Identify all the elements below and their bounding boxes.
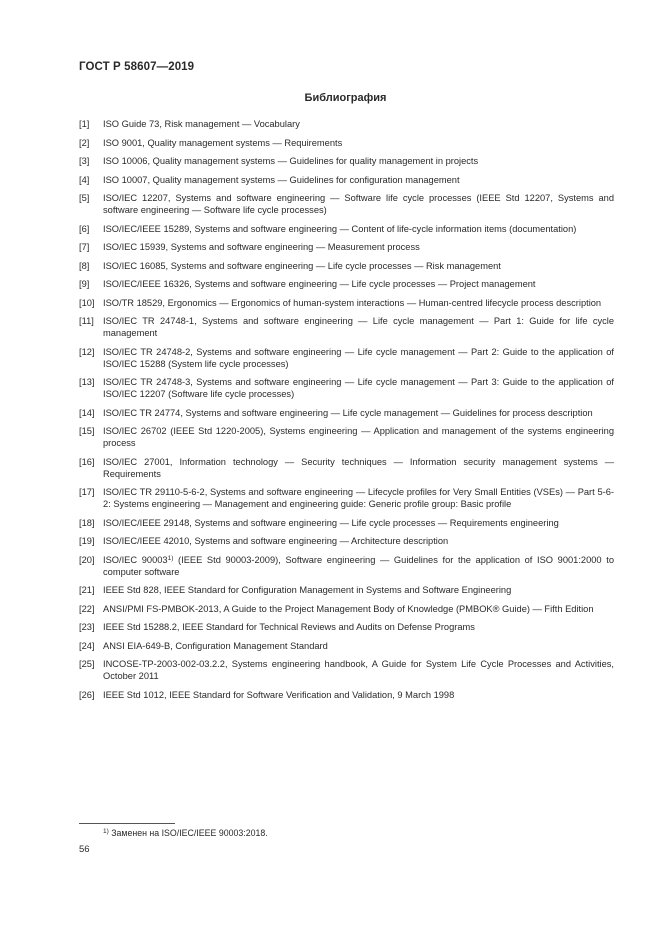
reference-item (79, 174, 614, 186)
reference-text: ISO/IEC/IEEE 16326, Systems and software engineering — Life cycle processes — Project management (103, 279, 536, 289)
reference-number: [20] (79, 554, 95, 565)
reference-text: IEEE Std 828, IEEE Standard for Configuration Management in Systems and Software Engineering (103, 585, 512, 595)
footnote (103, 828, 268, 838)
reference-text-prefix: ISO/IEC 90003 (103, 554, 168, 565)
reference-text: ISO/IEC 27001, Information technology — Security techniques — Information security management systems — Requirements (103, 456, 614, 479)
reference-item (79, 486, 614, 510)
reference-item (79, 535, 614, 547)
reference-text: INCOSE-TP-2003-002-03.2.2, Systems engineering handbook, A Guide for System Life Cycle Processes and Activities, October 2011 (103, 659, 614, 681)
reference-item (79, 621, 614, 633)
reference-item (79, 346, 614, 370)
reference-item (79, 376, 614, 400)
bibliography-title: Библиография (304, 92, 387, 104)
reference-number: [18] (79, 517, 95, 528)
reference-text: ISO/IEC/IEEE 29148, Systems and software engineering — Life cycle processes — Requirements engineering (103, 517, 559, 528)
reference-number: [13] (79, 377, 95, 387)
reference-number: [1] (79, 119, 90, 129)
reference-text (103, 554, 614, 578)
reference-item (79, 315, 614, 339)
reference-text: ISO/IEC 12207, Systems and software engineering — Software life cycle processes (IEEE Std 12207, Systems and software engineering — Software life cycle processes) (103, 193, 614, 215)
page-number: 56 (79, 844, 90, 855)
reference-item (79, 223, 614, 235)
reference-text-rest: (IEEE Std 90003-2009), Software engineering — Guidelines for the application of ISO 9001:2000 to computer software (103, 554, 614, 577)
reference-item (79, 155, 614, 167)
reference-text: ISO/IEC TR 24748-3, Systems and software engineering — Life cycle management — Part 3: Guide to the application of ISO/IEC 12207 (Software life cycle processes) (103, 377, 614, 399)
reference-number: [6] (79, 223, 90, 234)
reference-item (79, 137, 614, 149)
reference-item (79, 603, 614, 615)
reference-number: [19] (79, 536, 95, 546)
reference-number: [15] (79, 426, 95, 436)
reference-number: [14] (79, 407, 95, 418)
reference-item (79, 118, 614, 130)
reference-text: ISO/IEC 16085, Systems and software engineering — Life cycle processes — Risk management (103, 260, 501, 271)
reference-item (79, 554, 614, 578)
reference-text: IEEE Std 1012, IEEE Standard for Software Verification and Validation, 9 March 1998 (103, 689, 455, 700)
footnote-ref-marker: 1) (167, 554, 174, 562)
reference-text: ANSI EIA-649-B, Configuration Management Standard (103, 640, 328, 651)
reference-number: [17] (79, 487, 95, 497)
reference-number: [4] (79, 174, 90, 185)
footnote-text: Заменен на ISO/IEC/IEEE 90003:2018. (108, 828, 268, 838)
reference-text: ISO/IEC 26702 (IEEE Std 1220-2005), Systems engineering — Application and management of the systems engineering process (103, 426, 614, 448)
reference-item (79, 584, 614, 596)
reference-text: ISO 10007, Quality management systems — Guidelines for configuration management (103, 174, 460, 185)
reference-number: [12] (79, 346, 95, 357)
reference-number: [7] (79, 242, 90, 252)
reference-text: IEEE Std 15288.2, IEEE Standard for Technical Reviews and Audits on Defense Programs (103, 622, 475, 632)
reference-number: [16] (79, 456, 95, 467)
reference-item (79, 425, 614, 449)
reference-text: ISO/IEC TR 24774, Systems and software engineering — Life cycle management — Guidelines for process description (103, 407, 593, 418)
reference-number: [3] (79, 156, 90, 166)
reference-text: ISO/IEC TR 24748-1, Systems and software engineering — Life cycle management — Part 1: Guide for life cycle management (103, 316, 614, 338)
reference-number: [8] (79, 260, 90, 271)
reference-number: [10] (79, 297, 95, 308)
reference-item (79, 297, 614, 309)
reference-text: ISO/IEC TR 24748-2, Systems and software engineering — Life cycle management — Part 2: Guide to the application of ISO/IEC 15288 (System life cycle processes) (103, 346, 614, 369)
reference-item (79, 456, 614, 480)
reference-item (79, 658, 614, 682)
reference-text: ISO/IEC TR 29110-5-6-2, Systems and software engineering — Lifecycle profiles for Very Small Entities (VSEs) — Part 5-6-2: Systems engineering — Management and engineering guide: Generic profile group: Basic profile (103, 487, 614, 509)
reference-text: ISO/TR 18529, Ergonomics — Ergonomics of human-system interactions — Human-centred lifecycle process description (103, 297, 602, 308)
reference-item (79, 407, 614, 419)
reference-item (79, 640, 614, 652)
reference-text: ISO 9001, Quality management systems — Requirements (103, 137, 343, 148)
footnote-divider (79, 823, 175, 824)
standard-designation: ГОСТ Р 58607—2019 (79, 61, 195, 73)
reference-item (79, 278, 614, 290)
footnote-marker: 1) (103, 828, 109, 835)
reference-number: [25] (79, 659, 95, 669)
reference-number: [11] (79, 316, 94, 326)
reference-text: ISO Guide 73, Risk management — Vocabulary (103, 119, 300, 129)
reference-item (79, 517, 614, 529)
reference-item (79, 689, 614, 701)
reference-number: [9] (79, 279, 90, 289)
reference-number: [2] (79, 137, 90, 148)
reference-list (79, 118, 614, 707)
reference-number: [22] (79, 603, 95, 614)
reference-number: [5] (79, 193, 90, 203)
reference-text: ISO/IEC/IEEE 42010, Systems and software engineering — Architecture description (103, 536, 449, 546)
reference-item (79, 241, 614, 253)
reference-item (79, 260, 614, 272)
reference-text: ISO/IEC/IEEE 15289, Systems and software engineering — Content of life-cycle information items (documentation) (103, 223, 577, 234)
reference-text: ANSI/PMI FS-PMBOK-2013, A Guide to the Project Management Body of Knowledge (PMBOK® Guide) — Fifth Edition (103, 603, 594, 614)
reference-number: [24] (79, 640, 95, 651)
reference-text: ISO 10006, Quality management systems — Guidelines for quality management in projects (103, 156, 479, 166)
reference-item (79, 192, 614, 216)
reference-number: [26] (79, 689, 95, 700)
reference-number: [21] (79, 585, 95, 595)
reference-number: [23] (79, 622, 95, 632)
reference-text: ISO/IEC 15939, Systems and software engineering — Measurement process (103, 242, 420, 252)
